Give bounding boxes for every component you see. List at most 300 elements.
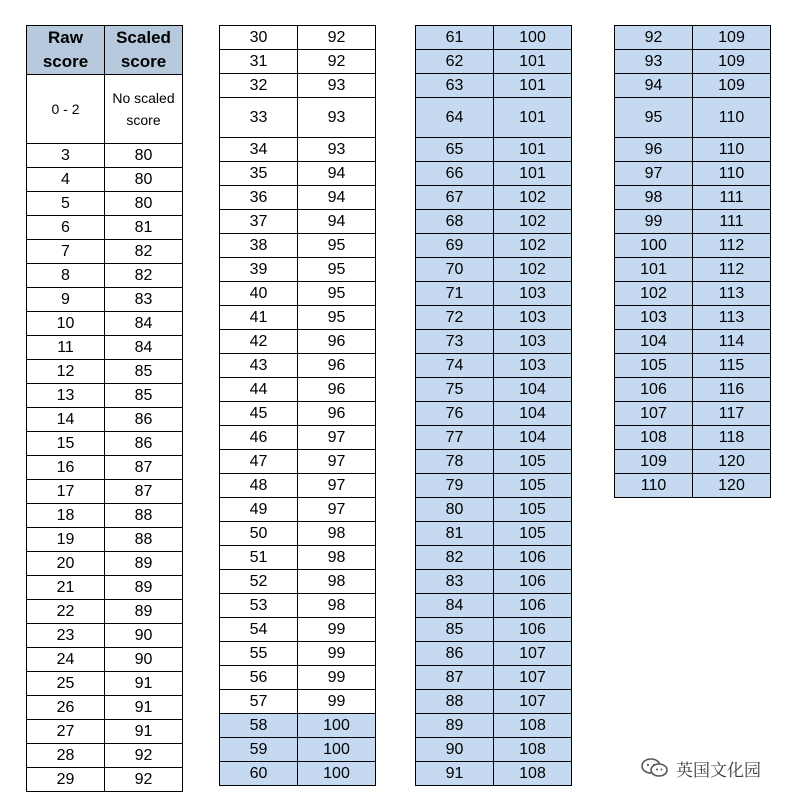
scaled-score-cell: 80 bbox=[105, 168, 183, 192]
raw-score-header: Raw score bbox=[27, 26, 105, 75]
scaled-score-cell: 106 bbox=[494, 618, 572, 642]
raw-score-cell: 98 bbox=[615, 186, 693, 210]
table-row bbox=[416, 74, 572, 98]
scaled-score-cell: 100 bbox=[494, 26, 572, 50]
raw-score-cell: 37 bbox=[220, 210, 298, 234]
raw-score-cell: 15 bbox=[27, 432, 105, 456]
scaled-score-cell: 80 bbox=[105, 192, 183, 216]
table-row bbox=[615, 74, 771, 98]
raw-score-cell: 35 bbox=[220, 162, 298, 186]
scaled-score-cell: 89 bbox=[105, 552, 183, 576]
scaled-score-cell: 99 bbox=[298, 642, 376, 666]
table-row bbox=[615, 258, 771, 282]
table-row bbox=[220, 714, 376, 738]
scaled-score-cell: 112 bbox=[693, 258, 771, 282]
scaled-score-cell: 92 bbox=[105, 768, 183, 792]
raw-score-cell: 47 bbox=[220, 450, 298, 474]
scaled-score-cell: 95 bbox=[298, 234, 376, 258]
table-row bbox=[416, 378, 572, 402]
scaled-score-cell: 95 bbox=[298, 258, 376, 282]
table-row bbox=[416, 618, 572, 642]
scaled-score-cell: 108 bbox=[494, 738, 572, 762]
raw-score-cell: 34 bbox=[220, 138, 298, 162]
scaled-score-cell: 102 bbox=[494, 210, 572, 234]
table-row bbox=[416, 138, 572, 162]
scaled-score-cell: 95 bbox=[298, 306, 376, 330]
table-row bbox=[27, 432, 183, 456]
scaled-score-cell: 87 bbox=[105, 456, 183, 480]
table-row bbox=[416, 186, 572, 210]
scaled-score-cell: 100 bbox=[298, 714, 376, 738]
table-row bbox=[220, 26, 376, 50]
scaled-score-cell: 103 bbox=[494, 330, 572, 354]
scaled-score-cell: 101 bbox=[494, 138, 572, 162]
raw-score-cell: 59 bbox=[220, 738, 298, 762]
watermark bbox=[640, 755, 761, 781]
table-row bbox=[416, 426, 572, 450]
raw-score-cell: 57 bbox=[220, 690, 298, 714]
scaled-score-cell: 83 bbox=[105, 288, 183, 312]
raw-score-cell: 95 bbox=[615, 98, 693, 138]
table-row bbox=[220, 522, 376, 546]
table-row bbox=[615, 402, 771, 426]
scaled-score-cell: 96 bbox=[298, 378, 376, 402]
table-row bbox=[220, 186, 376, 210]
raw-score-cell: 21 bbox=[27, 576, 105, 600]
scaled-score-cell: 113 bbox=[693, 306, 771, 330]
scaled-score-cell: 108 bbox=[494, 762, 572, 786]
scaled-score-cell: 105 bbox=[494, 450, 572, 474]
raw-score-cell: 10 bbox=[27, 312, 105, 336]
table-row bbox=[220, 98, 376, 138]
table-row bbox=[27, 240, 183, 264]
scaled-score-cell: 104 bbox=[494, 426, 572, 450]
raw-score-cell: 84 bbox=[416, 594, 494, 618]
scaled-score-cell: 94 bbox=[298, 162, 376, 186]
table-row bbox=[416, 98, 572, 138]
table-row bbox=[615, 378, 771, 402]
scaled-score-cell: 111 bbox=[693, 210, 771, 234]
raw-score-cell: 28 bbox=[27, 744, 105, 768]
table-row bbox=[416, 498, 572, 522]
table-row bbox=[416, 546, 572, 570]
score-table-3 bbox=[415, 25, 572, 786]
table-row bbox=[416, 474, 572, 498]
raw-score-cell: 23 bbox=[27, 624, 105, 648]
scaled-score-cell: 120 bbox=[693, 474, 771, 498]
raw-score-cell: 80 bbox=[416, 498, 494, 522]
scaled-score-cell: 84 bbox=[105, 336, 183, 360]
raw-score-cell: 8 bbox=[27, 264, 105, 288]
table-row bbox=[27, 264, 183, 288]
raw-score-cell: 89 bbox=[416, 714, 494, 738]
scaled-score-cell: 101 bbox=[494, 50, 572, 74]
scaled-score-cell: 110 bbox=[693, 98, 771, 138]
table-row bbox=[416, 50, 572, 74]
table-row bbox=[416, 642, 572, 666]
table-row bbox=[416, 450, 572, 474]
table-row bbox=[220, 234, 376, 258]
table-row bbox=[27, 696, 183, 720]
table-row bbox=[220, 450, 376, 474]
raw-score-cell: 103 bbox=[615, 306, 693, 330]
scaled-score-cell: 117 bbox=[693, 402, 771, 426]
table-row bbox=[220, 738, 376, 762]
scaled-score-cell: 97 bbox=[298, 450, 376, 474]
raw-score-cell: 93 bbox=[615, 50, 693, 74]
scaled-score-cell: 109 bbox=[693, 50, 771, 74]
raw-score-cell: 55 bbox=[220, 642, 298, 666]
table-row bbox=[220, 330, 376, 354]
table-row bbox=[615, 162, 771, 186]
table-row bbox=[615, 234, 771, 258]
table-row bbox=[27, 744, 183, 768]
scaled-score-cell: 91 bbox=[105, 720, 183, 744]
raw-score-cell: 33 bbox=[220, 98, 298, 138]
table-row bbox=[220, 306, 376, 330]
raw-score-cell: 6 bbox=[27, 216, 105, 240]
raw-score-cell: 61 bbox=[416, 26, 494, 50]
scaled-score-cell: 98 bbox=[298, 570, 376, 594]
raw-score-cell: 91 bbox=[416, 762, 494, 786]
table-row bbox=[416, 306, 572, 330]
scaled-score-cell: 96 bbox=[298, 402, 376, 426]
table-row bbox=[615, 26, 771, 50]
table-row bbox=[220, 594, 376, 618]
scaled-score-cell: 99 bbox=[298, 690, 376, 714]
table-row bbox=[416, 570, 572, 594]
raw-score-cell: 46 bbox=[220, 426, 298, 450]
table-row bbox=[27, 528, 183, 552]
table-row bbox=[27, 360, 183, 384]
scaled-score-cell: 91 bbox=[105, 672, 183, 696]
scaled-score-cell: 92 bbox=[105, 744, 183, 768]
table-row bbox=[220, 618, 376, 642]
table-row bbox=[27, 144, 183, 168]
raw-score-cell: 48 bbox=[220, 474, 298, 498]
scaled-score-cell: 98 bbox=[298, 594, 376, 618]
raw-score-cell: 106 bbox=[615, 378, 693, 402]
scaled-score-cell: 110 bbox=[693, 162, 771, 186]
scaled-score-cell: 90 bbox=[105, 624, 183, 648]
table-row bbox=[416, 282, 572, 306]
table-row bbox=[220, 426, 376, 450]
raw-score-cell: 20 bbox=[27, 552, 105, 576]
table-row bbox=[615, 98, 771, 138]
scaled-score-cell: 97 bbox=[298, 426, 376, 450]
table-row bbox=[416, 26, 572, 50]
table-row bbox=[416, 666, 572, 690]
table-row bbox=[27, 456, 183, 480]
table-row bbox=[220, 474, 376, 498]
raw-score-cell: 65 bbox=[416, 138, 494, 162]
table-row bbox=[220, 354, 376, 378]
table-row bbox=[220, 570, 376, 594]
table-row bbox=[27, 312, 183, 336]
table-row bbox=[416, 738, 572, 762]
table-row bbox=[220, 378, 376, 402]
scaled-score-cell: 92 bbox=[298, 26, 376, 50]
raw-score-cell: 63 bbox=[416, 74, 494, 98]
table-row bbox=[220, 498, 376, 522]
raw-score-cell: 92 bbox=[615, 26, 693, 50]
raw-score-cell: 16 bbox=[27, 456, 105, 480]
table-row bbox=[416, 354, 572, 378]
scaled-score-cell: 97 bbox=[298, 474, 376, 498]
scaled-score-cell: 105 bbox=[494, 498, 572, 522]
raw-score-cell: 82 bbox=[416, 546, 494, 570]
scaled-score-cell: 103 bbox=[494, 354, 572, 378]
raw-score-cell: 18 bbox=[27, 504, 105, 528]
table-row bbox=[220, 762, 376, 786]
raw-score-cell: 0 - 2 bbox=[27, 75, 105, 144]
raw-score-cell: 38 bbox=[220, 234, 298, 258]
scaled-score-cell: 102 bbox=[494, 258, 572, 282]
table-row bbox=[220, 690, 376, 714]
raw-score-cell: 39 bbox=[220, 258, 298, 282]
raw-score-cell: 77 bbox=[416, 426, 494, 450]
scaled-score-cell: 90 bbox=[105, 648, 183, 672]
raw-score-cell: 32 bbox=[220, 74, 298, 98]
table-row bbox=[615, 330, 771, 354]
scaled-score-cell: 88 bbox=[105, 528, 183, 552]
table-row bbox=[416, 690, 572, 714]
table-row bbox=[27, 168, 183, 192]
raw-score-cell: 96 bbox=[615, 138, 693, 162]
table-row bbox=[615, 426, 771, 450]
raw-score-cell: 68 bbox=[416, 210, 494, 234]
raw-score-cell: 109 bbox=[615, 450, 693, 474]
scaled-score-cell: 84 bbox=[105, 312, 183, 336]
scaled-score-cell: 110 bbox=[693, 138, 771, 162]
raw-score-cell: 3 bbox=[27, 144, 105, 168]
raw-score-cell: 83 bbox=[416, 570, 494, 594]
scaled-score-cell: 103 bbox=[494, 306, 572, 330]
raw-score-cell: 25 bbox=[27, 672, 105, 696]
raw-score-cell: 101 bbox=[615, 258, 693, 282]
score-table-2 bbox=[219, 25, 376, 786]
table-row bbox=[416, 162, 572, 186]
raw-score-cell: 49 bbox=[220, 498, 298, 522]
table-row bbox=[220, 402, 376, 426]
table-row bbox=[416, 762, 572, 786]
raw-score-cell: 52 bbox=[220, 570, 298, 594]
raw-score-cell: 31 bbox=[220, 50, 298, 74]
scaled-score-cell: 86 bbox=[105, 432, 183, 456]
scaled-score-cell: 106 bbox=[494, 594, 572, 618]
scaled-score-cell: 114 bbox=[693, 330, 771, 354]
table-row bbox=[416, 522, 572, 546]
table-row bbox=[416, 330, 572, 354]
table-row bbox=[416, 402, 572, 426]
raw-score-cell: 22 bbox=[27, 600, 105, 624]
table-row bbox=[27, 384, 183, 408]
table-row bbox=[615, 210, 771, 234]
raw-score-cell: 30 bbox=[220, 26, 298, 50]
scaled-score-cell: 102 bbox=[494, 186, 572, 210]
raw-score-cell: 19 bbox=[27, 528, 105, 552]
scaled-score-cell: 99 bbox=[298, 666, 376, 690]
table-row bbox=[27, 600, 183, 624]
raw-score-cell: 86 bbox=[416, 642, 494, 666]
raw-score-cell: 29 bbox=[27, 768, 105, 792]
raw-score-cell: 4 bbox=[27, 168, 105, 192]
raw-score-cell: 74 bbox=[416, 354, 494, 378]
scaled-score-cell: 105 bbox=[494, 522, 572, 546]
raw-score-cell: 45 bbox=[220, 402, 298, 426]
watermark-text: 英国文化园 bbox=[676, 760, 761, 781]
raw-score-cell: 11 bbox=[27, 336, 105, 360]
scaled-score-cell: 109 bbox=[693, 26, 771, 50]
raw-score-cell: 43 bbox=[220, 354, 298, 378]
scaled-score-cell: 106 bbox=[494, 570, 572, 594]
table-row bbox=[27, 720, 183, 744]
scaled-score-cell: 94 bbox=[298, 186, 376, 210]
scaled-score-cell: 111 bbox=[693, 186, 771, 210]
scaled-score-cell: 93 bbox=[298, 74, 376, 98]
raw-score-cell: 12 bbox=[27, 360, 105, 384]
raw-score-cell: 50 bbox=[220, 522, 298, 546]
scaled-score-cell: 107 bbox=[494, 642, 572, 666]
scaled-score-cell: 104 bbox=[494, 402, 572, 426]
table-row bbox=[615, 474, 771, 498]
raw-score-cell: 76 bbox=[416, 402, 494, 426]
scaled-score-cell: 80 bbox=[105, 144, 183, 168]
table-row bbox=[615, 354, 771, 378]
scaled-score-cell: 95 bbox=[298, 282, 376, 306]
scaled-score-cell: 82 bbox=[105, 264, 183, 288]
table-row bbox=[416, 714, 572, 738]
scaled-score-cell: 120 bbox=[693, 450, 771, 474]
scaled-score-cell: 98 bbox=[298, 546, 376, 570]
raw-score-cell: 87 bbox=[416, 666, 494, 690]
scaled-score-cell: 86 bbox=[105, 408, 183, 432]
table-row bbox=[27, 408, 183, 432]
raw-score-cell: 41 bbox=[220, 306, 298, 330]
scaled-score-cell: 100 bbox=[298, 738, 376, 762]
scaled-score-cell: 103 bbox=[494, 282, 572, 306]
raw-score-cell: 99 bbox=[615, 210, 693, 234]
raw-score-cell: 85 bbox=[416, 618, 494, 642]
raw-score-cell: 66 bbox=[416, 162, 494, 186]
raw-score-cell: 90 bbox=[416, 738, 494, 762]
scaled-score-cell: 100 bbox=[298, 762, 376, 786]
table-row bbox=[27, 768, 183, 792]
raw-score-cell: 44 bbox=[220, 378, 298, 402]
wechat-icon bbox=[640, 757, 670, 779]
scaled-score-cell: 88 bbox=[105, 504, 183, 528]
scaled-score-cell: 97 bbox=[298, 498, 376, 522]
scaled-score-cell: 91 bbox=[105, 696, 183, 720]
scaled-score-cell: 82 bbox=[105, 240, 183, 264]
scaled-score-cell: 107 bbox=[494, 666, 572, 690]
table-row bbox=[615, 186, 771, 210]
table-row bbox=[27, 504, 183, 528]
scaled-score-cell: 105 bbox=[494, 474, 572, 498]
scaled-score-cell: 96 bbox=[298, 354, 376, 378]
table-row bbox=[220, 210, 376, 234]
raw-score-cell: 27 bbox=[27, 720, 105, 744]
raw-score-cell: 56 bbox=[220, 666, 298, 690]
raw-score-cell: 100 bbox=[615, 234, 693, 258]
raw-score-cell: 58 bbox=[220, 714, 298, 738]
scaled-score-cell: 93 bbox=[298, 98, 376, 138]
scaled-score-cell: 113 bbox=[693, 282, 771, 306]
raw-score-cell: 105 bbox=[615, 354, 693, 378]
raw-score-cell: 88 bbox=[416, 690, 494, 714]
table-row bbox=[615, 282, 771, 306]
scaled-score-cell: 106 bbox=[494, 546, 572, 570]
scaled-score-cell: 94 bbox=[298, 210, 376, 234]
raw-score-cell: 54 bbox=[220, 618, 298, 642]
table-row bbox=[27, 75, 183, 144]
raw-score-cell: 94 bbox=[615, 74, 693, 98]
table-row bbox=[27, 624, 183, 648]
raw-score-cell: 79 bbox=[416, 474, 494, 498]
table-row bbox=[27, 552, 183, 576]
raw-score-cell: 13 bbox=[27, 384, 105, 408]
raw-score-cell: 51 bbox=[220, 546, 298, 570]
table-row bbox=[27, 648, 183, 672]
raw-score-cell: 108 bbox=[615, 426, 693, 450]
scaled-score-cell: 87 bbox=[105, 480, 183, 504]
scaled-score-cell: 108 bbox=[494, 714, 572, 738]
table-row bbox=[220, 74, 376, 98]
table-row bbox=[27, 480, 183, 504]
table-row bbox=[220, 642, 376, 666]
table-row bbox=[615, 50, 771, 74]
scaled-score-cell: 98 bbox=[298, 522, 376, 546]
scaled-score-cell: 112 bbox=[693, 234, 771, 258]
scaled-score-cell: 101 bbox=[494, 162, 572, 186]
scaled-score-cell: 101 bbox=[494, 74, 572, 98]
table-row bbox=[27, 192, 183, 216]
scaled-score-cell: 89 bbox=[105, 600, 183, 624]
raw-score-cell: 24 bbox=[27, 648, 105, 672]
raw-score-cell: 110 bbox=[615, 474, 693, 498]
table-row bbox=[615, 138, 771, 162]
scaled-score-cell: 93 bbox=[298, 138, 376, 162]
table-row bbox=[416, 234, 572, 258]
raw-score-cell: 5 bbox=[27, 192, 105, 216]
table-row bbox=[416, 210, 572, 234]
raw-score-cell: 81 bbox=[416, 522, 494, 546]
score-table-1 bbox=[26, 25, 183, 792]
raw-score-cell: 26 bbox=[27, 696, 105, 720]
raw-score-cell: 69 bbox=[416, 234, 494, 258]
table-row bbox=[416, 258, 572, 282]
scaled-score-cell: 107 bbox=[494, 690, 572, 714]
table-row bbox=[220, 666, 376, 690]
table-row bbox=[220, 162, 376, 186]
raw-score-cell: 36 bbox=[220, 186, 298, 210]
header-row bbox=[27, 26, 183, 75]
raw-score-cell: 75 bbox=[416, 378, 494, 402]
raw-score-cell: 72 bbox=[416, 306, 494, 330]
score-table-4 bbox=[614, 25, 771, 498]
table-row bbox=[615, 450, 771, 474]
table-row bbox=[220, 138, 376, 162]
raw-score-cell: 42 bbox=[220, 330, 298, 354]
raw-score-cell: 78 bbox=[416, 450, 494, 474]
table-row bbox=[27, 672, 183, 696]
scaled-score-cell: 99 bbox=[298, 618, 376, 642]
raw-score-cell: 73 bbox=[416, 330, 494, 354]
scaled-score-cell: No scaled score bbox=[105, 75, 183, 144]
table-row bbox=[220, 258, 376, 282]
raw-score-cell: 7 bbox=[27, 240, 105, 264]
raw-score-cell: 9 bbox=[27, 288, 105, 312]
